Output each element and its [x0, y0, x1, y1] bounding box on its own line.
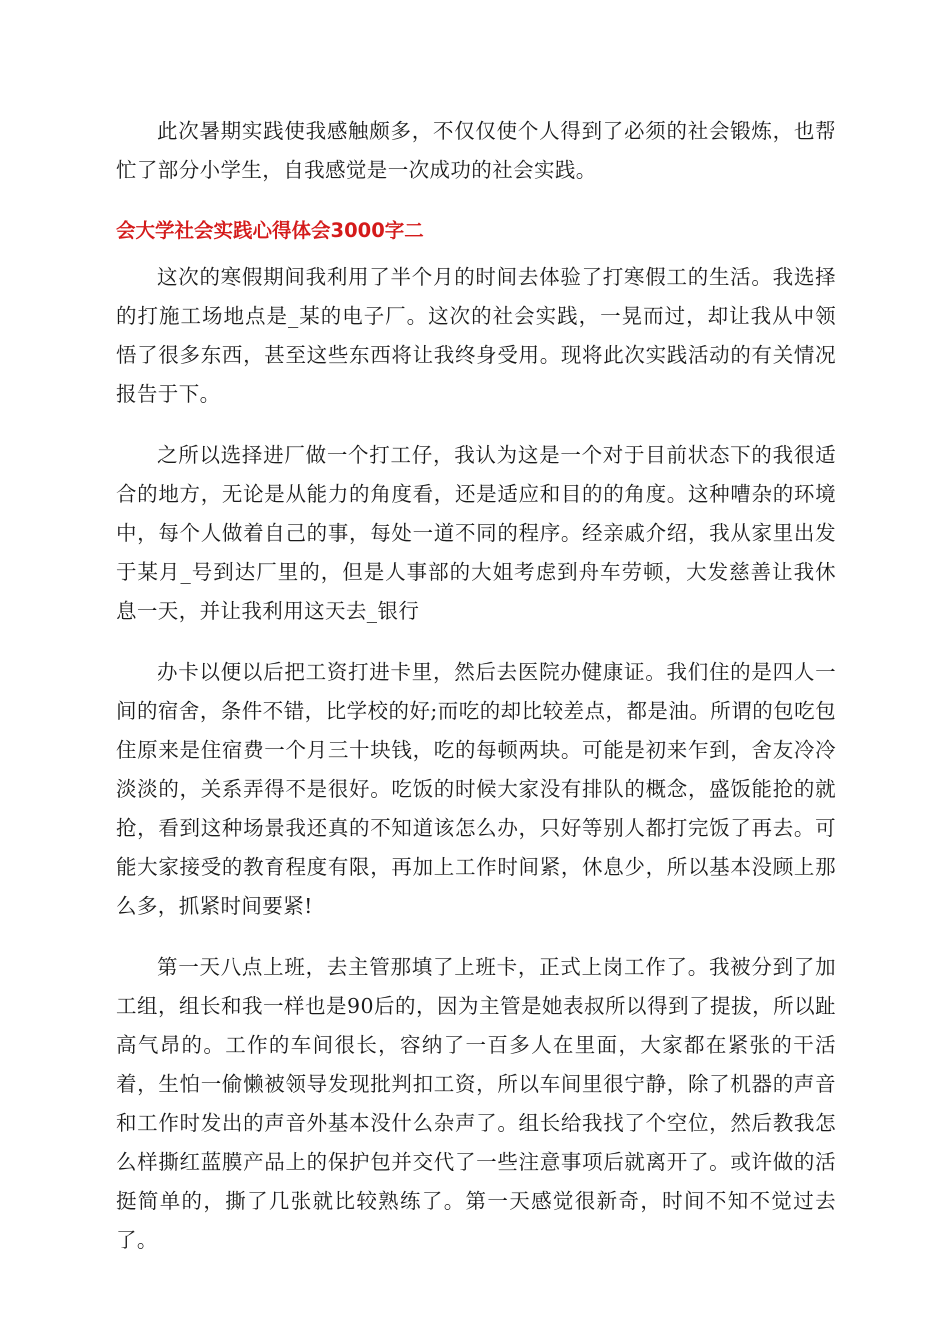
document-body [116, 112, 836, 1260]
paragraph-3: 办卡以便以后把工资打进卡里，然后去医院办健康证。我们住的是四人一间的宿舍，条件不错，比学校的好;而吃的却比较差点，都是油。所谓的包吃包住原来是住宿费一个月三十块钱，吃的每顿两块。可能是初来乍到，舍友冷冷淡淡的，关系弄得不是很好。吃饭的时候大家没有排队的概念，盛饭能抢的就抢，看到这种场景我还真的不知道该怎么办，只好等别人都打完饭了再去。可能大家接受的教育程度有限，再加上工作时间紧，休息少，所以基本没顾上那么多，抓紧时间要紧! [116, 660, 836, 918]
paragraph-1: 这次的寒假期间我利用了半个月的时间去体验了打寒假工的生活。我选择的打施工场地点是_某的电子厂。这次的社会实践，一晃而过，却让我从中领悟了很多东西，甚至这些东西将让我终身受用。现将此次实践活动的有关情况报告于下。 [116, 265, 836, 406]
intro-paragraph: 此次暑期实践使我感触颇多，不仅仅使个人得到了必须的社会锻炼，也帮忙了部分小学生，自我感觉是一次成功的社会实践。 [116, 119, 836, 182]
paragraph-4: 第一天八点上班，去主管那填了上班卡，正式上岗工作了。我被分到了加工组，组长和我一样也是90后的，因为主管是她表叔所以得到了提拔，所以趾高气昂的。工作的车间很长，容纳了一百多人在里面，大家都在紧张的干活着，生怕一偷懒被领导发现批判扣工资，所以车间里很宁静，除了机器的声音和工作时发出的声音外基本没什么杂声了。组长给我找了个空位，然后教我怎么样撕红蓝膜产品上的保护包并交代了一些注意事项后就离开了。或许做的活挺简单的，撕了几张就比较熟练了。第一天感觉很新奇，时间不知不觉过去了。 [116, 955, 836, 1252]
paragraph-2: 之所以选择进厂做一个打工仔，我认为这是一个对于目前状态下的我很适合的地方，无论是从能力的角度看，还是适应和目的的角度。这种嘈杂的环境中，每个人做着自己的事，每处一道不同的程序。经亲戚介绍，我从家里出发于某月_号到达厂里的，但是人事部的大姐考虑到舟车劳顿，大发慈善让我休息一天，并让我利用这天去_银行 [116, 443, 836, 623]
section-heading: 会大学社会实践心得体会3000字二 [116, 219, 424, 242]
